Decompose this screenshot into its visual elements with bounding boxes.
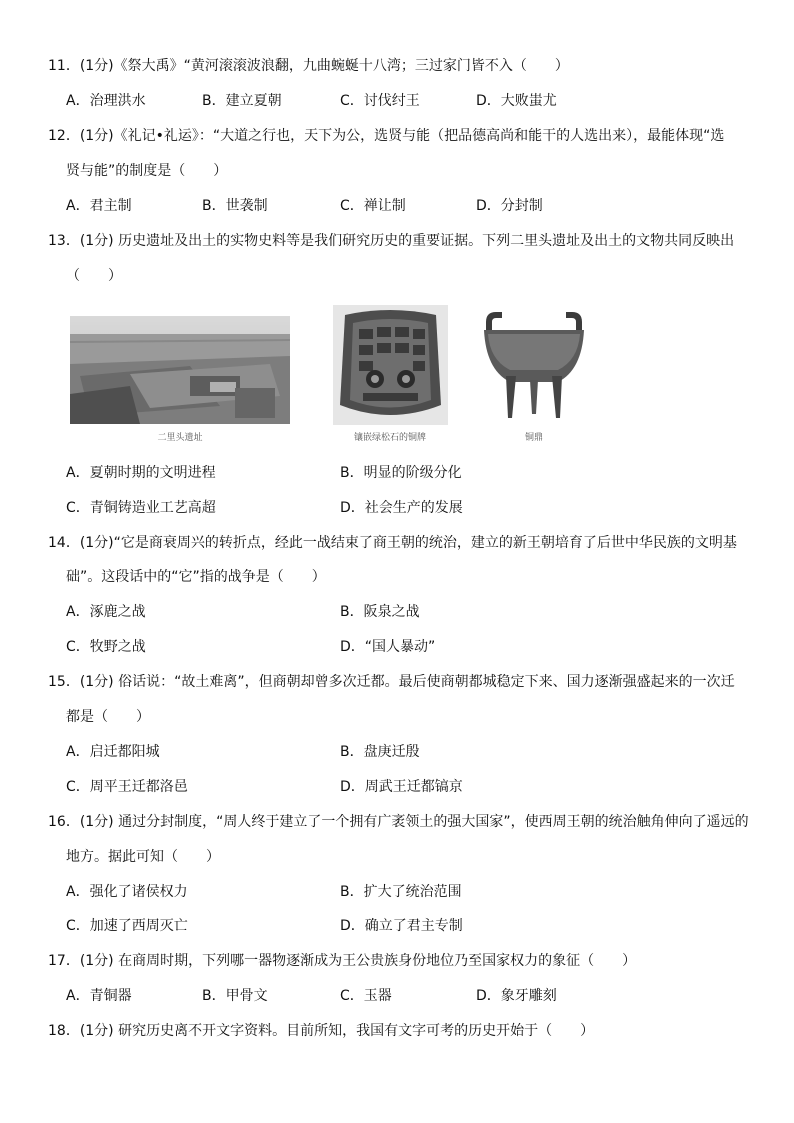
question-13-stem: 13．(1分) 历史遗址及出土的实物史料等是我们研究历史的重要证据。下列二里头遗址及出土的文物共同反映出 xyxy=(48,233,735,249)
q15-option-c: C．周平王迁都洛邑 xyxy=(66,779,188,795)
question-12-stem-cont: 贤与能”的制度是（ ） xyxy=(66,163,228,179)
q15-option-b: B．盘庚迁殷 xyxy=(340,744,420,760)
q14-option-a: A．涿鹿之战 xyxy=(66,604,146,620)
caption-erlitou-site: 二里头遗址 xyxy=(157,433,203,443)
q17-option-d: D．象牙雕刻 xyxy=(476,988,557,1004)
q12-option-b: B．世袭制 xyxy=(202,198,268,214)
question-18-stem: 18．(1分) 研究历史离不开文字资料。目前所知，我国有文字可考的历史开始于（ ） xyxy=(48,1023,595,1039)
q12-option-a: A．君主制 xyxy=(66,198,132,214)
caption-bronze-plaque: 镶嵌绿松石的铜牌 xyxy=(353,433,426,443)
q13-option-a: A．夏朝时期的文明进程 xyxy=(66,465,216,481)
q17-option-a: A．青铜器 xyxy=(66,988,132,1004)
bronze-ding-photo xyxy=(478,310,590,422)
q13-option-b: B．明显的阶级分化 xyxy=(340,465,462,481)
q13-option-d: D．社会生产的发展 xyxy=(340,500,463,516)
q17-option-c: C．玉器 xyxy=(340,988,392,1004)
question-11-stem: 11．(1分)《祭大禹》“黄河滚滚波浪翻，九曲蜿蜒十八湾；三过家门皆不入（ ） xyxy=(48,58,569,74)
q13-option-c: C．青铜铸造业工艺高超 xyxy=(66,500,216,516)
q14-option-c: C．牧野之战 xyxy=(66,639,146,655)
turquoise-bronze-plaque-photo xyxy=(333,305,448,425)
caption-bronze-ding: 铜鼎 xyxy=(524,433,543,443)
q12-option-c: C．禅让制 xyxy=(340,198,406,214)
q12-option-d: D．分封制 xyxy=(476,198,543,214)
q14-option-d: D．“国人暴动” xyxy=(340,639,436,655)
question-13-stem-cont: （ ） xyxy=(66,268,122,284)
question-14-stem-cont: 础”。这段话中的“它”指的战争是（ ） xyxy=(66,569,326,585)
q16-option-a: A．强化了诸侯权力 xyxy=(66,884,188,900)
question-14-stem: 14．(1分)“它是商衰周兴的转折点，经此一战结束了商王朝的统治，建立的新王朝培育了后世中华民族的文明基 xyxy=(48,535,737,551)
q11-option-b: B．建立夏朝 xyxy=(202,93,282,109)
q11-option-a: A．治理洪水 xyxy=(66,93,146,109)
question-16-stem-cont: 地方。据此可知（ ） xyxy=(66,849,220,865)
q16-option-b: B．扩大了统治范围 xyxy=(340,884,462,900)
q15-option-a: A．启迁都阳城 xyxy=(66,744,160,760)
question-15-stem: 15．(1分) 俗话说：“故土难离”，但商朝却曾多次迁都。最后使商朝都城稳定下来、国力逐渐强盛起来的一次迁 xyxy=(48,674,735,690)
question-16-stem: 16．(1分) 通过分封制度，“周人终于建立了一个拥有广袤领土的强大国家”，使西周王朝的统治触角伸向了遥远的 xyxy=(48,814,749,830)
question-12-stem: 12．(1分)《礼记•礼运》：“大道之行也，天下为公，选贤与能（把品德高尚和能干的人选出来），最能体现“选 xyxy=(48,128,725,144)
q11-option-c: C．讨伐纣王 xyxy=(340,93,420,109)
q16-option-c: C．加速了西周灭亡 xyxy=(66,918,188,934)
question-17-stem: 17．(1分) 在商周时期，下列哪一器物逐渐成为王公贵族身份地位乃至国家权力的象征（ ） xyxy=(48,953,637,969)
q16-option-d: D．确立了君主专制 xyxy=(340,918,463,934)
question-15-stem-cont: 都是（ ） xyxy=(66,709,150,725)
q17-option-b: B．甲骨文 xyxy=(202,988,268,1004)
q11-option-d: D．大败蚩尤 xyxy=(476,93,557,109)
q14-option-b: B．阪泉之战 xyxy=(340,604,420,620)
q15-option-d: D．周武王迁都镐京 xyxy=(340,779,463,795)
erlitou-site-photo xyxy=(70,316,290,424)
